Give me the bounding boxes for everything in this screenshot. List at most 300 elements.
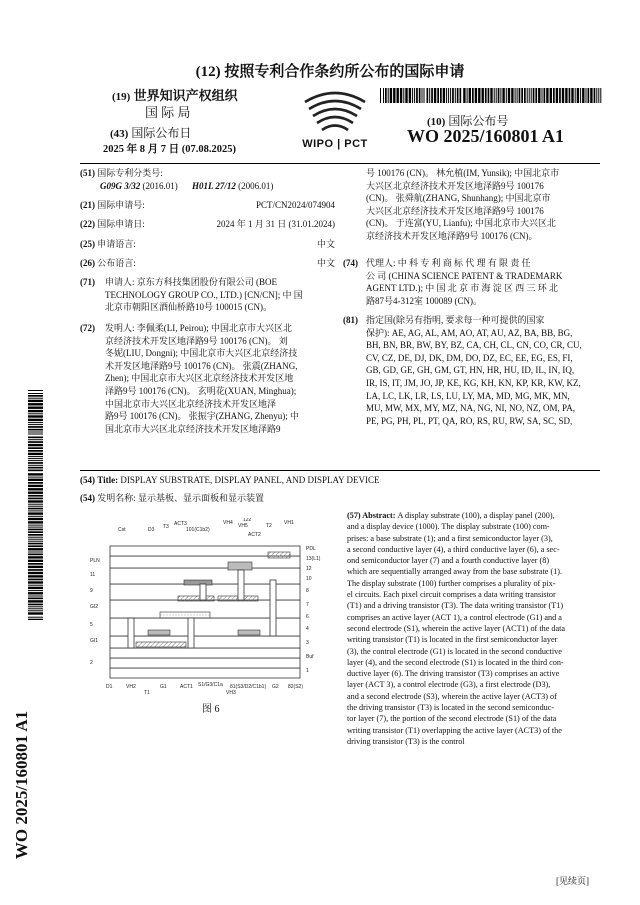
figure-left-label: 11 <box>90 572 96 578</box>
figure-top-label: VH1 <box>284 520 294 526</box>
agent-line: 公 司 (CHINA SCIENCE PATENT & TRADEMARK <box>366 270 563 281</box>
barcode-bar <box>388 88 389 103</box>
barcode-bar <box>28 465 43 466</box>
pub-date-code: (43) <box>110 128 129 140</box>
inventor-line: 京经济技术开发区地泽路9号 100176 (CN)。 刘 <box>105 335 288 346</box>
barcode-bar <box>28 596 43 597</box>
abstract-code: (57) <box>347 511 363 520</box>
barcode-bar <box>414 88 415 103</box>
field-code: (26) <box>80 258 95 268</box>
barcode-bar <box>28 444 43 446</box>
figure-right-label: 3 <box>306 640 309 646</box>
barcode-bar <box>28 598 43 600</box>
barcode-bar <box>562 88 564 103</box>
barcode-bar <box>28 510 43 511</box>
figure-bottom-label: 82(S2) <box>288 684 304 690</box>
pub-no-code: (10) <box>427 116 446 128</box>
barcode-bar <box>511 88 513 103</box>
barcode-bar <box>28 608 43 609</box>
barcode-bar <box>575 88 576 103</box>
org-block <box>112 85 292 104</box>
barcode-bar <box>28 548 43 550</box>
barcode-bar <box>28 467 43 469</box>
figure-top-label: VH4 <box>223 520 233 526</box>
applicant-line: TECHNOLOGY GROUP CO., LTD.) [CN/CN]; 中 国 <box>105 289 303 300</box>
inventor-line: 术开发区地泽路9号 100176 (CN)。 张震(ZHANG, <box>105 360 298 371</box>
abstract-line: ond semiconductor layer (7) and a fourth conductive layer (8) <box>347 556 550 566</box>
barcode-bar <box>28 495 43 497</box>
barcode-bar <box>506 88 507 103</box>
barcode-bar <box>538 88 540 103</box>
abstract-line: writing transistor (T1) overlapping the active layer (ACT3) of the <box>347 725 562 735</box>
abstract-line: driving transistor (T3) is the control <box>347 736 465 746</box>
app-number-value: PCT/CN2024/074904 <box>255 200 335 210</box>
field-code: (51) <box>80 168 95 178</box>
barcode-bar <box>28 458 43 459</box>
barcode-bar <box>577 88 579 103</box>
abstract-line: tor layer (7), the portion of the second electrode (S1) of the data <box>347 714 557 724</box>
barcode-bar <box>28 473 43 475</box>
barcode-bar <box>28 426 43 428</box>
barcode-bar <box>412 88 413 103</box>
filing-date-value: 2024 年 1 月 31 日 (31.01.2024) <box>216 219 335 229</box>
figure-bottom-label: G2 <box>272 684 279 690</box>
figure-top-label: VH5 <box>238 523 248 529</box>
abstract-line: the driving transistor (T3) is located in the second semiconduc- <box>347 703 555 713</box>
barcode-bar <box>28 592 43 594</box>
wipo-logo <box>295 88 375 154</box>
barcode-bar <box>403 88 404 103</box>
ipc-code-2: H01L 27/12 <box>192 180 236 191</box>
field-code: (25) <box>80 239 95 249</box>
ipc-year-1: (2016.01) <box>142 180 178 191</box>
barcode-bar <box>569 88 571 103</box>
figure-top-label: Cst <box>118 527 126 533</box>
barcode-bar <box>28 516 43 517</box>
org-name: 世界知识产权组织 <box>133 88 238 103</box>
barcode-bar <box>28 393 43 394</box>
inventor-line: 中国北京市大兴区北京经济技术开发区地泽 <box>105 398 277 409</box>
barcode-bar <box>455 88 456 103</box>
title-chinese <box>80 492 600 505</box>
barcode-bar <box>28 482 43 484</box>
barcode-bar <box>28 556 43 558</box>
barcode-bar <box>28 506 43 507</box>
inventor-line: 发明人: 李佩柔(LI, Peirou); 中国北京市大兴区北 <box>105 323 292 333</box>
barcode-bar <box>542 88 543 103</box>
field-label: 公布语言: <box>97 258 136 268</box>
figure-top-label: 122 <box>243 518 252 523</box>
app-number-row <box>80 199 335 212</box>
figure-top-label: D3 <box>148 527 155 533</box>
barcode-bar <box>28 543 43 545</box>
barcode-bar <box>508 88 510 103</box>
barcode-bar <box>385 88 387 103</box>
barcode-bar <box>28 400 43 402</box>
barcode-bar <box>440 88 442 103</box>
figure-top-label: 101(C1b2) <box>186 527 210 533</box>
figure-left-label: 2 <box>90 660 93 666</box>
abstract-line: (3), the control electrode (G1) is located in the second conductive <box>347 646 562 656</box>
title-label: Title: <box>97 475 119 485</box>
barcode-bar <box>448 88 449 103</box>
barcode-bar <box>28 552 43 553</box>
barcode-bar <box>28 512 43 514</box>
field-code: (22) <box>80 219 95 229</box>
abstract-line: writing transistor (T1) is located in the first semiconductor layer <box>347 635 558 645</box>
inventor-line: 国北京市大兴区北京经济技术开发区地泽路9 <box>105 423 281 434</box>
barcode-bar <box>467 88 468 103</box>
barcode-bar <box>28 539 43 540</box>
barcode-bar <box>28 619 43 620</box>
barcode-bar <box>460 88 462 103</box>
field-code: (54) <box>80 493 95 503</box>
abstract-line: prises: a base substrate (1); and a first semiconductor layer (3), <box>347 533 553 543</box>
barcode-bar <box>571 88 573 103</box>
figure-left-label: 9 <box>90 588 93 594</box>
figure-bottom-label: ACT1 <box>180 684 193 690</box>
org-sub: 国 际 局 <box>145 105 191 120</box>
figure-right-label: 1 <box>306 668 309 674</box>
inventor-line: 号 100176 (CN)。 林允植(IM, Yunsik); 中国北京市 <box>366 168 560 178</box>
abstract-line: (T1) and a driving transistor (T3). The data writing transistor (T1) <box>347 601 564 611</box>
barcode-bar <box>28 410 43 412</box>
barcode-bar <box>515 88 516 103</box>
abstract-line: el circuits. Each pixel circuit comprises a data writing transistor <box>347 590 556 600</box>
barcode-bar <box>28 429 43 431</box>
abstract-line: The display substrate (100) further comprises a plurality of pix- <box>347 578 556 588</box>
barcode-bar <box>28 521 43 523</box>
field-label: 国际申请日: <box>97 219 145 229</box>
title-english <box>80 474 600 487</box>
barcode-bar <box>405 88 407 103</box>
barcode-bar <box>443 88 445 103</box>
barcode-bar <box>488 88 490 103</box>
figure-bottom-label: 81(S3/D2/C1b1) <box>230 684 267 690</box>
barcode-bar <box>28 456 43 457</box>
barcode-bar <box>393 88 395 103</box>
inventors-block <box>80 322 338 435</box>
barcode-bar <box>28 600 43 602</box>
barcode-bar <box>500 88 501 103</box>
barcode-bar <box>28 581 43 583</box>
barcode-bar <box>596 88 597 103</box>
pub-date-block <box>110 124 191 141</box>
figure-left-label: GI2 <box>90 604 99 610</box>
title-label: 发明名称: <box>97 493 136 503</box>
barcode-bar <box>469 88 471 103</box>
barcode-bar <box>424 88 425 103</box>
field-label: 申请语言: <box>97 239 136 249</box>
barcode-bar <box>28 560 43 562</box>
field-code: (71) <box>80 277 95 287</box>
barcode-bar <box>28 462 43 464</box>
pub-date-value: 2025 年 8 月 7 日 (07.08.2025) <box>103 144 236 155</box>
org-code: (19) <box>112 91 131 103</box>
barcode-bar <box>28 545 43 547</box>
barcode-bar <box>28 413 43 414</box>
barcode-bar <box>556 88 558 103</box>
barcode-bar <box>28 508 43 510</box>
figure-6 <box>88 518 338 698</box>
barcode-bar <box>28 422 43 423</box>
barcode-bar <box>383 88 384 103</box>
barcode-bar <box>600 88 601 103</box>
barcode-bar <box>28 527 43 528</box>
biblio-rule <box>80 470 600 471</box>
barcode-bar <box>533 88 535 103</box>
barcode-bar <box>582 88 584 103</box>
field-label: 国际专利分类号: <box>97 168 163 178</box>
barcode-bar <box>28 390 43 391</box>
barcode-bar <box>434 88 436 103</box>
field-code: (81) <box>343 315 358 325</box>
abstract-line: which are sequentially arranged away from the base substrate (1). <box>347 567 563 577</box>
designated-states-line: PE, PG, PH, PL, PT, QA, RO, RS, RU, RW, SA, SC, SD, <box>366 415 573 426</box>
barcode-bar <box>28 554 43 556</box>
abstract-lines <box>347 510 600 747</box>
barcode-bar <box>535 88 537 103</box>
figure-bottom-label: G1 <box>160 684 167 690</box>
barcode-bar <box>28 419 43 421</box>
barcode-bar <box>28 470 43 472</box>
abstract-line: ductive layer (6). The driving transistor (T3) comprises an active <box>347 669 560 679</box>
barcode-bar <box>463 88 465 103</box>
barcode-bar <box>400 88 402 103</box>
barcode-bar <box>494 88 495 103</box>
barcode-bar <box>28 534 43 536</box>
abstract <box>347 510 600 747</box>
continued-marker: [见续页] <box>556 876 589 886</box>
applicant-block <box>80 276 338 314</box>
barcode-bar <box>580 88 581 103</box>
barcode-bar <box>28 610 43 611</box>
field-code: (72) <box>80 323 95 333</box>
figure-right-label: PDL <box>306 546 316 552</box>
barcode-bar <box>498 88 500 103</box>
barcode-bar <box>519 88 521 103</box>
figure-right-label: 6 <box>306 614 309 620</box>
field-code: (54) <box>80 475 95 485</box>
designated-states-line: LA, LC, LK, LR, LS, LU, LY, MA, MD, MG, MK, MN, <box>366 390 570 401</box>
barcode-bar <box>478 88 480 103</box>
barcode-bar <box>28 415 43 417</box>
filing-lang-row <box>80 238 335 251</box>
barcode-bar <box>28 403 43 405</box>
barcode-bar <box>28 477 43 478</box>
pub-lang-value: 中文 <box>316 258 335 268</box>
barcode-bar <box>28 450 43 452</box>
applicant-line: 申请人: 京东方科技集团股份有限公司 (BOE <box>105 277 277 287</box>
figure-bottom-label: VH3 <box>226 690 236 696</box>
barcode-bar <box>28 434 43 435</box>
agent-line: AGENT LTD.); 中 国 北 京 市 海 淀 区 西 三 环 北 <box>366 283 558 294</box>
barcode-bar <box>409 88 411 103</box>
figure-top-label: T2 <box>266 523 272 529</box>
barcode-bar <box>28 447 43 449</box>
pub-no-label: 国际公布号 <box>448 114 509 128</box>
document-title: (12) 按照专利合作条约所公布的国际申请 <box>195 64 465 80</box>
abstract-line: comprises an active layer (ACT 1), a control electrode (G1) and a <box>347 612 562 622</box>
barcode-bar <box>524 88 526 103</box>
barcode-bar <box>588 88 590 103</box>
barcode-bar <box>546 88 548 103</box>
inventor-line: 冬妮(LIU, Dongni); 中国北京市大兴区北京经济技 <box>105 348 298 359</box>
barcode-bar <box>482 88 484 103</box>
designated-states-line: GB, GD, GE, GH, GM, GT, HN, HR, HU, ID, IL, IN, IQ, <box>366 365 575 376</box>
pub-no-value: WO 2025/160801 A1 <box>407 126 565 146</box>
barcode-bar <box>28 617 43 618</box>
abstract-line: and a display device (1000). The display substrate (100) com- <box>347 522 550 532</box>
header-rule <box>80 163 600 164</box>
inventor-line: (CN)。 于连富(YU, Lianfu); 中国北京市大兴区北 <box>366 218 556 229</box>
barcode-bar <box>419 88 421 103</box>
barcode-bar <box>429 88 430 103</box>
barcode-bar <box>446 88 447 103</box>
barcode-bar <box>28 606 43 607</box>
pub-lang-row <box>80 257 335 270</box>
barcode-bar <box>28 488 43 490</box>
barcode-bar <box>598 88 599 103</box>
inventor-line: 大兴区北京经济技术开发区地泽路9号 100176 <box>366 205 544 216</box>
wipo-logo-text: WIPO | PCT <box>302 138 368 150</box>
barcode-bar <box>28 498 43 500</box>
barcode-bar <box>472 88 474 103</box>
designated-states-line: IR, IS, IT, JM, JO, JP, KE, KG, KH, KN, KP, KR, KW, KZ, <box>366 377 581 388</box>
barcode-bar <box>594 88 596 103</box>
figure-right-label: 10 <box>306 576 312 582</box>
figure-top-label: ACT3 <box>174 521 187 527</box>
figure-left-label: PLN <box>90 558 100 564</box>
barcode-bar <box>28 529 43 531</box>
barcode-bar <box>431 88 433 103</box>
ipc-year-2: (2006.01) <box>238 180 274 191</box>
barcode-bar <box>416 88 418 103</box>
barcode-bar <box>517 88 518 103</box>
barcode-bar <box>521 88 523 103</box>
barcode-bar <box>475 88 477 103</box>
designated-states-line: BH, BN, BR, BW, BY, BZ, CA, CH, CL, CN, CO, CR, CU, <box>366 340 582 351</box>
figure-top-label: ACT2 <box>248 532 261 538</box>
barcode-bar <box>496 88 497 103</box>
barcode-bar <box>28 437 43 439</box>
barcode-bar <box>28 604 43 606</box>
inventor-line: 京经济技术开发区地泽路9号 100176 (CN)。 <box>366 230 538 241</box>
designated-states-line: 指定国(除另有指明, 要求每一种可提供的国家 <box>366 315 545 325</box>
barcode-bar <box>28 579 43 581</box>
barcode-bar <box>28 439 43 440</box>
abstract-line <box>347 510 600 521</box>
states-block <box>343 314 600 427</box>
barcode-bar <box>457 88 459 103</box>
barcode-bar <box>397 88 399 103</box>
figure-right-label: 13(L1) <box>306 556 321 562</box>
barcode-bar <box>544 88 546 103</box>
barcode-bar <box>490 88 492 103</box>
barcode-bar <box>427 88 429 103</box>
barcode-bar <box>531 88 532 103</box>
barcode-bar <box>502 88 504 103</box>
field-code: (74) <box>343 258 358 268</box>
abstract-line: second electrode (S1), wherein the active layer (ACT1) of the data <box>347 623 566 633</box>
classification <box>80 167 335 192</box>
agent-lines <box>343 257 600 307</box>
barcode-bar <box>28 569 43 571</box>
barcode-bar <box>28 500 43 502</box>
barcode-bar <box>28 585 43 586</box>
barcode-bar <box>28 531 43 533</box>
barcode-bar <box>28 612 43 614</box>
barcode-bar <box>28 518 43 520</box>
figure-right-label: 7 <box>306 602 309 608</box>
barcode-bar <box>28 541 43 542</box>
side-barcode <box>28 390 43 620</box>
inventors-continued <box>366 167 600 243</box>
barcode-bar <box>28 563 43 565</box>
figure-bottom-label: S1/G3/C1a <box>198 682 223 688</box>
barcode-bar <box>390 88 392 103</box>
barcode-bar <box>527 88 528 103</box>
abstract-line: layer (4), and the second electrode (S1) is located in the third con- <box>347 657 564 667</box>
barcode-bar <box>28 407 43 409</box>
barcode-bar <box>28 424 43 425</box>
barcode-bar <box>28 537 43 538</box>
abstract-text: A display substrate (100), a display panel (200), <box>397 511 555 520</box>
figure-caption: 图 6 <box>202 704 220 715</box>
figure-left-label: GI1 <box>90 638 99 644</box>
barcode-bar <box>565 88 567 103</box>
filing-lang-value: 中文 <box>316 239 335 249</box>
barcode-bar <box>28 504 43 505</box>
barcode-bar <box>28 485 43 487</box>
inventor-line: 泽路9号 100176 (CN)。 玄明花(XUAN, Minghua); <box>105 385 297 396</box>
barcode-bar <box>437 88 439 103</box>
filing-date-row <box>80 218 335 231</box>
inventor-line: Zhen); 中国北京市大兴区北京经济技术开发区地 <box>105 373 294 384</box>
barcode-bar <box>452 88 454 103</box>
applicant-line: 北京市朝阳区酒仙桥路10号 100015 (CN)。 <box>105 302 272 313</box>
barcode-bar <box>380 88 381 103</box>
states-lines <box>343 314 600 427</box>
barcode-bar <box>28 566 43 568</box>
inventor-line: 大兴区北京经济技术开发区地泽路9号 100176 <box>366 180 544 191</box>
abstract-line: layer (ACT 3), a control electrode (G3), a first electrode (D3), <box>347 680 551 690</box>
barcode-bar <box>28 395 43 397</box>
abstract-label: Abstract: <box>362 511 398 520</box>
pub-date-label: 国际公布日 <box>131 126 192 140</box>
figure-right-label: 8 <box>306 588 309 594</box>
figure-bottom-label: T1 <box>144 690 150 696</box>
barcode-bar <box>550 88 552 103</box>
barcode-bar <box>28 590 43 591</box>
top-barcode <box>380 88 602 103</box>
title-value: DISPLAY SUBSTRATE, DISPLAY PANEL, AND DISPLAY DEVICE <box>120 475 380 485</box>
figure-top-label: T3 <box>163 524 169 530</box>
abstract-line: and a second electrode (S3), wherein the active layer (ACT3) of <box>347 691 557 701</box>
barcode-bar <box>590 88 592 103</box>
barcode-bar <box>28 460 43 461</box>
barcode-bar <box>28 587 43 589</box>
designated-states-line: CV, CZ, DE, DJ, DK, DM, DO, DZ, EC, EE, EG, ES, FI, <box>366 352 573 363</box>
agent-block <box>343 257 600 307</box>
designated-states-line: MU, MW, MX, MY, MZ, NA, NG, NI, NO, NZ, OM, PA, <box>366 403 575 414</box>
ipc-code-1: G09G 3/32 <box>100 180 141 191</box>
inventor-line: 路9号 100176 (CN)。 张振宇(ZHANG, Zhenyu); 中 <box>105 411 299 422</box>
figure-bottom-label: D1 <box>106 684 113 690</box>
figure-bottom-label: VH2 <box>126 684 136 690</box>
inventor-lines <box>80 322 338 435</box>
barcode-bar <box>28 492 43 494</box>
